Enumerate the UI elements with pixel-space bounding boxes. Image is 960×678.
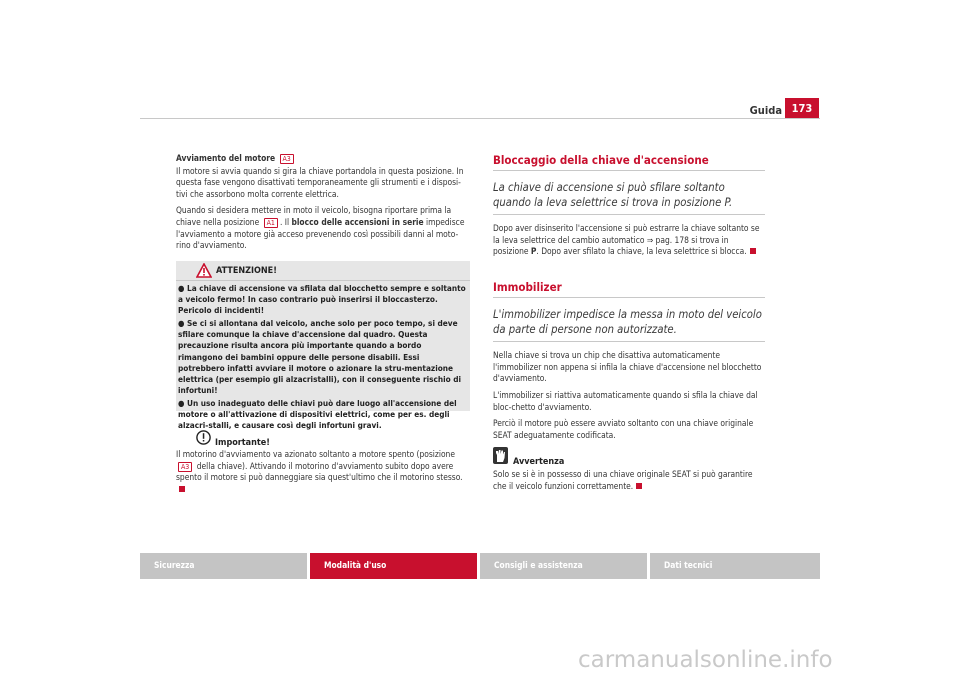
importante-note bbox=[176, 430, 470, 500]
paragraph: Il motore si avvia quando si gira la chiave portandola in questa posizione. In questa fase vengono disattivati temporaneamente gli strumenti e i disposi-tivi che assorbono molta corrente elettrica. bbox=[176, 165, 464, 199]
left-column bbox=[176, 153, 470, 257]
end-of-section-mark bbox=[750, 248, 756, 254]
heading-bloccaggio: Bloccaggio della chiave d'accensione bbox=[493, 153, 765, 171]
warning-item: ● Se ci si allontana dal veicolo, anche solo per poco tempo, si deve sfilare comunque la chiave d'accensione dal quadro. Questa precauzione risulta ancora più importante quando a bordo rimangono dei bambini oppure delle persone disabili. Essi potrebbero infatti avviare il motore o azionare la stru-mentazione elettrica (per esempio gli alzacristalli), con il conseguente rischio di infortuni! bbox=[178, 318, 462, 395]
paragraph: L'immobilizer si riattiva automaticamente quando si sfila la chiave dal bloc-chetto d'avviamento. bbox=[493, 389, 758, 412]
watermark: carmanualsonline.info bbox=[578, 647, 833, 673]
warning-item: ● La chiave di accensione va sfilata dal blocchetto sempre e soltanto a veicolo fermo! In caso contrario può inserirsi il bloccasterzo. Pericolo di incidenti! bbox=[178, 283, 466, 316]
paragraph: Solo se si è in possesso di una chiave originale SEAT si può garantire che il veicolo funzioni correttamente. bbox=[493, 469, 753, 491]
warning-header bbox=[176, 261, 470, 281]
position-ref-badge: A3 bbox=[280, 154, 294, 164]
section-title: Guida bbox=[749, 104, 782, 117]
lead-text: L'immobilizer impedisce la messa in moto del veicolo da parte di persone non autorizzate. bbox=[493, 308, 765, 342]
warning-title: ATTENZIONE! bbox=[216, 266, 277, 276]
exclamation-icon bbox=[196, 430, 211, 445]
page-number: 173 bbox=[785, 98, 819, 119]
header-rule bbox=[140, 118, 820, 119]
importante-title: Importante! bbox=[215, 438, 270, 448]
note-hand-icon bbox=[493, 447, 508, 464]
note-title: Avvertenza bbox=[513, 457, 565, 468]
warning-item: ● Un uso inadeguato delle chiavi può dare luogo all'accensione del motore o all'attivazione di dispositivi elettrici, come per es. degli alzacri-stalli, e causare così degli infortuni gravi. bbox=[178, 397, 457, 431]
paragraph: Perciò il motore può essere avviato soltanto con una chiave originale SEAT adeguatamente codificata. bbox=[493, 418, 754, 440]
tab-consigli-e-assistenza[interactable]: Consigli e assistenza bbox=[480, 553, 647, 579]
lead-text: La chiave di accensione si può sfilare soltanto quando la leva selettrice si trova in posizione P. bbox=[493, 181, 765, 215]
paragraph: Dopo aver disinserito l'accensione si può estrarre la chiave soltanto se la leva selettrice del cambio automatico ⇒ pag. 178 si trova in posizione P. Dopo aver sfilato la chiave, la leva selettrice si blocca. bbox=[493, 223, 760, 257]
bullet-icon: ● bbox=[178, 318, 187, 329]
paragraph: Quando si desidera mettere in moto il veicolo, bisogna riportare prima la chiave nella posizione A1 . Il blocco delle accensioni in serie impedisce l'avviamento a motore già acceso prevenendo così possibili danni al moto-rino d'avviamento. bbox=[176, 205, 465, 251]
end-of-section-mark bbox=[636, 483, 642, 489]
warning-triangle-icon bbox=[196, 263, 212, 278]
paragraph: Il motorino d'avviamento va azionato soltanto a motore spento (posizione A3 della chiave). Attivando il motorino d'avviamento subito dopo avere spento il motore si può danneggiare sia quest'ultimo che il motorino stesso. bbox=[176, 449, 470, 495]
note-header bbox=[493, 447, 765, 469]
tab-dati-tecnici[interactable]: Dati tecnici bbox=[650, 553, 820, 579]
tab-modalita-duso[interactable]: Modalità d'uso bbox=[310, 553, 477, 579]
right-column bbox=[493, 153, 765, 498]
position-ref-badge: A1 bbox=[264, 218, 278, 228]
tab-sicurezza[interactable]: Sicurezza bbox=[140, 553, 307, 579]
warning-box bbox=[176, 261, 470, 431]
bold-term: blocco delle accensioni in serie bbox=[291, 216, 424, 227]
position-ref-badge: A3 bbox=[178, 462, 192, 472]
bullet-icon: ● bbox=[178, 283, 187, 293]
paragraph: Nella chiave si trova un chip che disattiva automaticamente l'immobilizer non appena si infila la chiave d'accensione nel blocchetto d'avviamento. bbox=[493, 350, 762, 384]
end-of-section-mark bbox=[179, 486, 185, 492]
bullet-icon: ● bbox=[178, 397, 187, 408]
subheading-avviamento: Avviamento del motore bbox=[176, 153, 276, 163]
warning-list bbox=[178, 283, 466, 433]
heading-immobilizer: Immobilizer bbox=[493, 280, 765, 298]
